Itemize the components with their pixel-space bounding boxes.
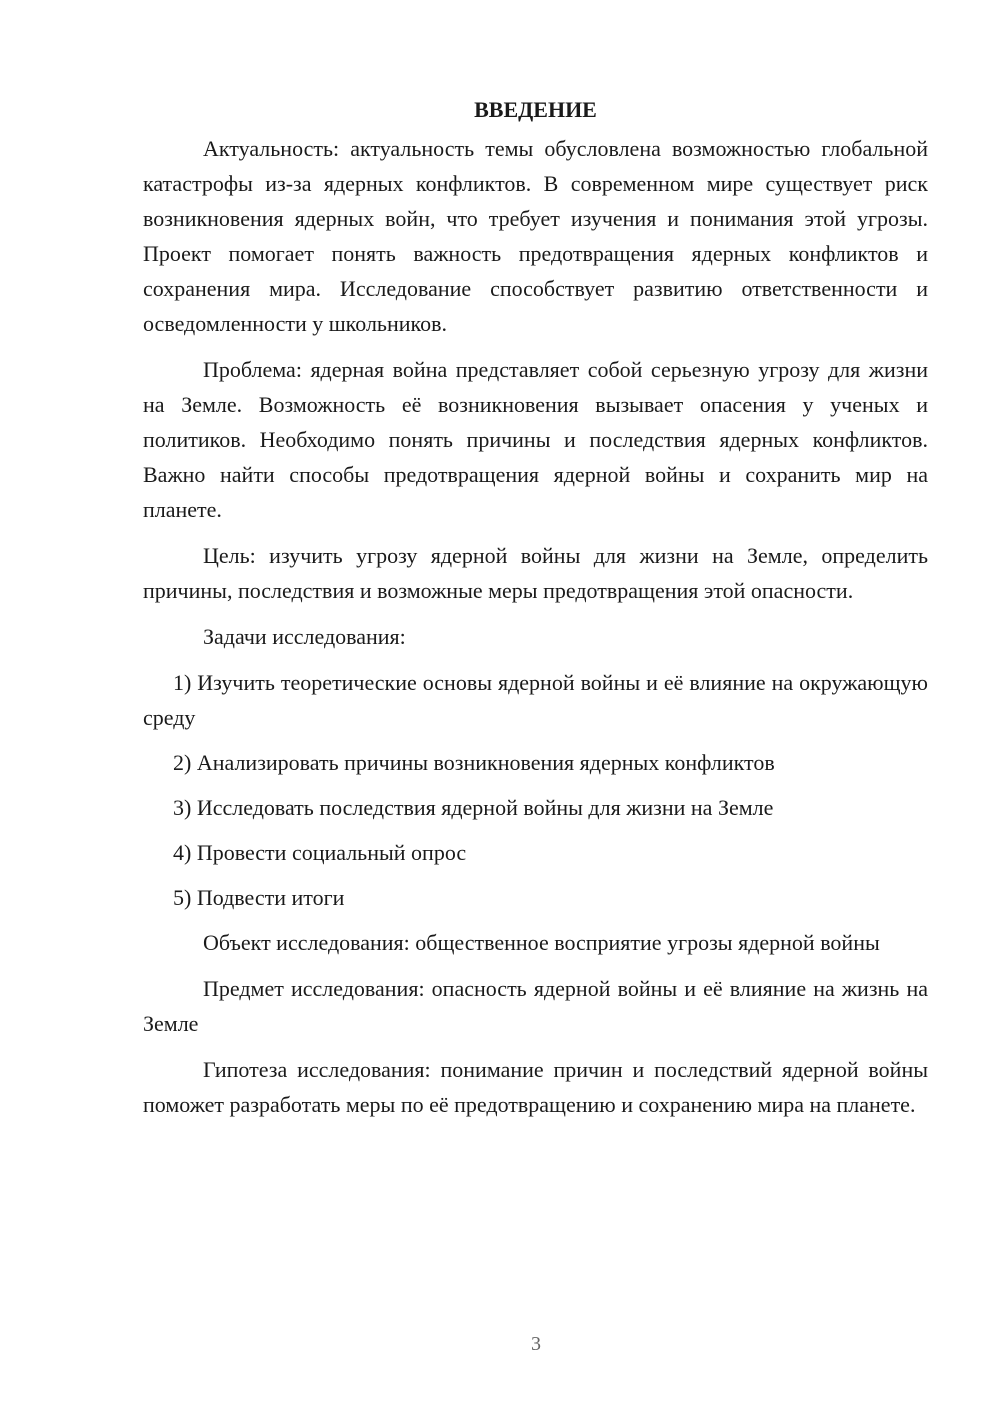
section-heading: ВВЕДЕНИЕ bbox=[474, 97, 597, 122]
task-item-2: 2) Анализировать причины возникновения ядерных конфликтов bbox=[173, 750, 775, 775]
hypothesis-paragraph: Гипотеза исследования: понимание причин и последствий ядерной войны поможет разработать меры по её предотвращению и сохранению мира на планете. bbox=[143, 1057, 928, 1117]
document-page bbox=[143, 92, 928, 1133]
task-item-4: 4) Провести социальный опрос bbox=[173, 840, 467, 865]
problem-paragraph: Проблема: ядерная война представляет собой серьезную угрозу для жизни на Земле. Возможность её возникновения вызывает опасения у ученых и политиков. Необходимо понять причины и последствия ядерных конфликтов. Важно найти способы предотвращения ядерной войны и сохранить мир на планете. bbox=[143, 357, 928, 522]
relevance-paragraph: Актуальность: актуальность темы обусловлена возможностью глобальной катастрофы из-за ядерных конфликтов. В современном мире существует риск возникновения ядерных войн, что требует изучения и понимания этой угрозы. Проект помогает понять важность предотвращения ядерных конфликтов и сохранения мира. Исследование способствует развитию ответственности и осведомленности у школьников. bbox=[143, 136, 928, 336]
subject-paragraph: Предмет исследования: опасность ядерной войны и её влияние на жизнь на Земле bbox=[143, 976, 928, 1036]
tasks-title: Задачи исследования: bbox=[203, 624, 406, 649]
page-number: 3 bbox=[531, 1333, 541, 1355]
task-item-3: 3) Исследовать последствия ядерной войны для жизни на Земле bbox=[173, 795, 774, 820]
task-item-5: 5) Подвести итоги bbox=[173, 885, 345, 910]
object-paragraph: Объект исследования: общественное восприятие угрозы ядерной войны bbox=[203, 930, 880, 955]
goal-paragraph: Цель: изучить угрозу ядерной войны для жизни на Земле, определить причины, последствия и возможные меры предотвращения этой опасности. bbox=[143, 543, 928, 603]
task-item-1: 1) Изучить теоретические основы ядерной войны и её влияние на окружающую среду bbox=[143, 670, 928, 730]
